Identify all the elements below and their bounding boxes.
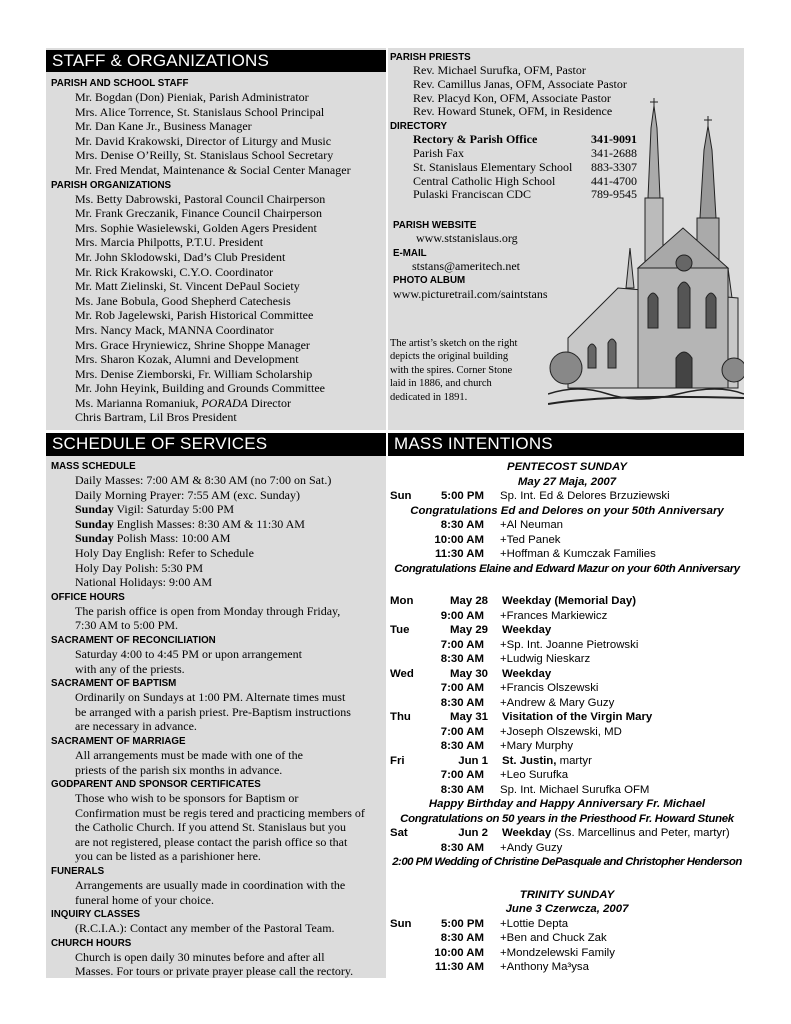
baptism-line: be arranged with a parish priest. Pre-Baptism instructions — [75, 704, 351, 719]
intention-time: 8:30 AM — [440, 932, 484, 944]
godparent-line: you can be listed as a parishioner here. — [75, 849, 261, 864]
list-item: Mr. Frank Greczanik, Finance Council Chairperson — [75, 206, 322, 221]
list-item: Chris Bartram, Lil Bros President — [75, 410, 237, 425]
day-header-row — [390, 710, 744, 725]
intention-text: +Joseph Olszewski, MD — [500, 725, 622, 738]
intention-text: +Ted Panek — [500, 533, 561, 546]
day-header-row — [390, 667, 744, 682]
holy-polish: Holy Day Polish: 5:30 PM — [75, 560, 204, 575]
parish-orgs-list — [51, 192, 385, 426]
intention-text: Sp. Int. Michael Surufka OFM — [500, 783, 650, 796]
morning-prayer: Daily Morning Prayer: 7:55 AM (exc. Sunday) — [75, 487, 300, 502]
romaniuk-role: Director — [247, 395, 291, 410]
directory-phone: 341-2688 — [591, 145, 637, 160]
polish-text: Polish Mass: 10:00 AM — [113, 531, 231, 546]
intention-time: 7:00 AM — [440, 682, 484, 694]
weekday-block — [390, 594, 744, 797]
baptism-line: Ordinarily on Sundays at 1:00 PM. Alternate times must — [75, 690, 346, 705]
recon-line: Saturday 4:00 to 4:45 PM or upon arrangement — [75, 646, 302, 661]
directory-name: Central Catholic High School — [413, 173, 556, 188]
weekday-name: Sat — [390, 827, 408, 839]
inquiry-line: (R.C.I.A.): Contact any member of the Pastoral Team. — [75, 921, 335, 936]
weekday-date: May 29 — [450, 624, 488, 636]
weekday-title: Weekday — [502, 667, 552, 680]
intention-time: 11:30 AM — [435, 961, 484, 973]
baptism-heading: SACRAMENT OF BAPTISM — [51, 677, 177, 690]
sunday-word: Sunday — [75, 516, 114, 531]
list-item: Rev. Howard Stunek, OFM, in Residence — [413, 104, 613, 119]
romaniuk-name: Ms. Marianna Romaniuk, — [75, 395, 202, 410]
marriage-line: priests of the parish six months in advance. — [75, 762, 283, 777]
intention-row — [390, 768, 744, 783]
directory-name: Rectory & Parish Office — [413, 132, 538, 147]
intention-row — [390, 960, 744, 975]
weekday-extra: martyr — [556, 754, 592, 767]
wedding-line: 2:00 PM Wedding of Christine DePasquale and Christopher Henderson — [392, 856, 742, 868]
email-link[interactable]: ststans@ameritech.net — [412, 258, 521, 273]
weekday-title: Weekday — [502, 827, 552, 839]
intention-row — [390, 946, 744, 961]
intention-row — [390, 739, 744, 754]
marriage-line: All arrangements must be made with one of the — [75, 747, 303, 762]
school-staff-heading: PARISH AND SCHOOL STAFF — [51, 77, 189, 89]
weekday-date: Jun 2 — [458, 827, 488, 839]
list-item: Mrs. Nancy Mack, MANNA Coordinator — [75, 322, 274, 337]
intention-time: 5:00 PM — [440, 490, 484, 502]
directory-phone: 789-9545 — [591, 187, 637, 202]
church-hours-heading: CHURCH HOURS — [51, 936, 132, 949]
schedule-band: SCHEDULE OF SERVICES — [46, 433, 386, 456]
intention-text: +Frances Markiewicz — [500, 609, 608, 622]
godparent-line: are not registered, please contact the parish office so that — [75, 834, 348, 849]
funerals-heading: FUNERALS — [51, 865, 105, 878]
mass-schedule-heading: MASS SCHEDULE — [51, 460, 136, 472]
list-item — [75, 396, 385, 411]
intention-text: +Anthony Ma³ysa — [500, 961, 589, 973]
list-item: Rev. Michael Surufka, OFM, Pastor — [413, 63, 586, 77]
list-item: Mrs. Grace Hryniewicz, Shrine Shoppe Manager — [75, 337, 310, 352]
congrats-line: Congratulations Elaine and Edward Mazur on your 60th Anniversary — [394, 562, 740, 575]
intention-text: +Ludwig Nieskarz — [500, 653, 591, 665]
sunday-word: Sunday — [75, 531, 114, 546]
english-text: English Masses: 8:30 AM & 11:30 AM — [113, 516, 305, 531]
intention-row — [390, 917, 744, 932]
priests-heading: PARISH PRIESTS — [390, 51, 471, 63]
baptism-line: are necessary in advance. — [75, 719, 197, 734]
weekday-name: Fri — [390, 754, 405, 767]
intention-text: +Mondzelewski Family — [500, 946, 615, 959]
godparent-line: Those who wish to be sponsors for Baptism or — [75, 791, 299, 806]
list-item: Mr. John Sklodowski, Dad’s Club President — [75, 249, 286, 264]
intention-text: +Andy Guzy — [500, 841, 563, 854]
intention-time: 8:30 AM — [440, 783, 484, 796]
weekday-title: Weekday (Memorial Day) — [502, 595, 636, 607]
intention-day: Sun — [390, 917, 412, 930]
sunday-word: Sunday — [75, 502, 114, 517]
list-item: Mrs. Sharon Kozak, Alumni and Development — [75, 352, 299, 367]
trinity-date: June 3 Czerwcza, 2007 — [505, 903, 629, 915]
intention-time: 8:30 AM — [440, 740, 484, 752]
intention-time: 10:00 AM — [434, 946, 484, 959]
intention-time: 8:30 AM — [440, 519, 484, 531]
intention-row — [390, 638, 744, 653]
caption-line: laid in 1886, and church — [390, 378, 492, 390]
intention-row — [390, 681, 744, 696]
weekday-extra: (Ss. Marcellinus and Peter, martyr) — [551, 827, 730, 839]
funerals-line: Arrangements are usually made in coordination with the — [75, 878, 346, 893]
list-item: Mr. Matt Zielinski, St. Vincent DePaul Society — [75, 279, 300, 294]
intention-time: 8:30 AM — [440, 653, 484, 665]
directory-name: St. Stanislaus Elementary School — [413, 159, 573, 174]
weekday-title-line — [488, 826, 744, 841]
list-item: Mr. Rob Jagelewski, Parish Historical Committee — [75, 308, 314, 323]
list-item: Mr. Bogdan (Don) Pieniak, Parish Administrator — [75, 90, 309, 104]
pentecost-title: PENTECOST SUNDAY — [506, 461, 628, 473]
intention-text: +Leo Surufka — [500, 769, 569, 781]
album-heading: PHOTO ALBUM — [393, 274, 466, 286]
intention-time: 7:00 AM — [440, 725, 484, 738]
weekday-title: Weekday — [502, 624, 552, 636]
directory-name: Parish Fax — [413, 145, 464, 160]
inquiry-heading: INQUIRY CLASSES — [51, 908, 140, 921]
intention-row — [390, 489, 744, 504]
directory-heading: DIRECTORY — [390, 120, 447, 133]
list-item: Ms. Betty Dabrowski, Pastoral Council Chairperson — [75, 191, 326, 206]
directory-phone: 441-4700 — [591, 173, 637, 188]
weekday-title-line — [488, 754, 744, 769]
church-line: Church is open daily 30 minutes before and after all — [75, 949, 325, 964]
caption-line: dedicated in 1891. — [390, 391, 468, 403]
intention-text: Sp. Int. Ed & Delores Brzuziewski — [500, 490, 670, 502]
day-header-row — [390, 594, 744, 609]
intention-time: 9:00 AM — [440, 609, 484, 622]
weekday-name: Tue — [390, 624, 410, 636]
list-item: Mr. John Heyink, Building and Grounds Committee — [75, 381, 325, 396]
weekday-name: Mon — [390, 595, 414, 607]
list-item: Mr. David Krakowski, Director of Liturgy and Music — [75, 133, 332, 148]
porada-title: PORADA — [201, 395, 248, 410]
trinity-title: TRINITY SUNDAY — [519, 888, 615, 901]
intention-row — [390, 533, 744, 548]
intention-text: +Francis Olszewski — [500, 682, 599, 694]
caption-line: with the spires. Corner Stone — [390, 364, 513, 376]
list-item: Mrs. Marcia Philpotts, P.T.U. President — [75, 235, 264, 250]
intention-row — [390, 609, 744, 624]
staff-band: STAFF & ORGANIZATIONS — [46, 50, 386, 72]
office-line: The parish office is open from Monday through Friday, — [75, 603, 341, 618]
list-item: Mrs. Denise Ziemborski, Fr. William Scholarship — [75, 366, 313, 381]
weekday-date: May 31 — [450, 711, 488, 723]
intention-text: +Sp. Int. Joanne Pietrowski — [500, 638, 639, 651]
church-line: Masses. For tours or private prayer please call the rectory. — [75, 964, 354, 979]
sunday-vigil — [75, 502, 385, 517]
intention-text: +Ben and Chuck Zak — [500, 932, 607, 944]
album-link[interactable]: www.picturetrail.com/saintstans — [393, 287, 548, 301]
day-header-row — [390, 826, 744, 841]
congrats-line: Congratulations on 50 years in the Priesthood Fr. Howard Stunek — [400, 812, 734, 825]
holy-english: Holy Day English: Refer to Schedule — [75, 545, 254, 560]
weekday-title: Visitation of the Virgin Mary — [502, 711, 653, 723]
list-item: Mrs. Alice Torrence, St. Stanislaus School Principal — [75, 104, 325, 119]
intention-row — [390, 547, 744, 562]
intention-text: +Andrew & Mary Guzy — [500, 696, 615, 709]
intention-time: 5:00 PM — [440, 917, 484, 930]
intention-time: 8:30 AM — [440, 841, 484, 854]
recon-line: with any of the priests. — [75, 661, 185, 676]
list-item: Mr. Dan Kane Jr., Business Manager — [75, 119, 252, 134]
office-hours-heading: OFFICE HOURS — [51, 590, 125, 603]
marriage-heading: SACRAMENT OF MARRIAGE — [51, 734, 186, 747]
godparent-line: the Catholic Church. If you attend St. Stanislaus but you — [75, 820, 346, 835]
intention-row — [390, 696, 744, 711]
intention-row — [390, 931, 744, 946]
intention-day: Sun — [390, 490, 412, 502]
church-sketch — [548, 98, 744, 414]
intention-time: 8:30 AM — [440, 696, 484, 709]
sunday-english — [75, 517, 385, 532]
website-link[interactable]: www.ststanislaus.org — [416, 231, 518, 245]
pentecost-date: May 27 Maja, 2007 — [517, 475, 617, 488]
email-heading: E-MAIL — [393, 246, 427, 259]
schedule-section — [51, 459, 385, 979]
intention-text: +Lottie Depta — [500, 917, 569, 930]
directory-phone: 341-9091 — [591, 132, 637, 147]
day-header-row — [390, 623, 744, 638]
vigil-text: Vigil: Saturday 5:00 PM — [113, 502, 235, 517]
list-item: Mrs. Denise O’Reilly, St. Stanislaus School Secretary — [75, 148, 334, 163]
intention-row — [390, 783, 744, 798]
intention-time: 11:30 AM — [435, 548, 484, 560]
intention-row — [390, 841, 744, 856]
day-header-row — [390, 754, 744, 769]
list-item: Rev. Camillus Janas, OFM, Associate Pastor — [413, 76, 627, 91]
weekday-date: May 30 — [450, 667, 488, 680]
intention-text: +Hoffman & Kumczak Families — [500, 548, 656, 560]
reconciliation-heading: SACRAMENT OF RECONCILIATION — [51, 633, 216, 646]
daily-masses: Daily Masses: 7:00 AM & 8:30 AM (no 7:00 on Sat.) — [75, 473, 332, 487]
godparent-line: Confirmation must be regis tered and practicing members of — [75, 805, 365, 820]
intentions-section — [390, 460, 744, 975]
directory-name: Pulaski Franciscan CDC — [413, 187, 531, 202]
sunday-polish — [75, 531, 385, 546]
sketch-caption — [390, 337, 550, 404]
list-item: Ms. Jane Bobula, Good Shepherd Catechesis — [75, 293, 291, 308]
weekday-date: May 28 — [450, 595, 488, 607]
intention-time: 7:00 AM — [440, 638, 484, 651]
caption-line: depicts the original building — [390, 351, 509, 363]
godparent-heading: GODPARENT AND SPONSOR CERTIFICATES — [51, 778, 261, 791]
intention-time: 7:00 AM — [440, 769, 484, 781]
intention-row — [390, 518, 744, 533]
birthday-line: Happy Birthday and Happy Anniversary Fr. Michael — [428, 798, 706, 810]
weekday-name: Wed — [390, 667, 414, 680]
intentions-band: MASS INTENTIONS — [388, 433, 744, 456]
intention-time: 10:00 AM — [434, 533, 484, 546]
list-item: Mr. Rick Krakowski, C.Y.O. Coordinator — [75, 264, 274, 279]
intention-row — [390, 725, 744, 740]
directory-phone: 883-3307 — [591, 159, 637, 174]
staff-section — [51, 76, 385, 425]
intention-text: +Al Neuman — [500, 519, 563, 531]
office-line: 7:30 AM to 5:00 PM. — [75, 618, 179, 633]
school-staff-list — [51, 90, 385, 178]
website-heading: PARISH WEBSITE — [393, 219, 477, 231]
national-holidays: National Holidays: 9:00 AM — [75, 575, 212, 590]
intention-row — [390, 652, 744, 667]
parish-orgs-heading: PARISH ORGANIZATIONS — [51, 178, 172, 191]
weekday-title: St. Justin, — [502, 754, 557, 767]
weekday-name: Thu — [390, 711, 411, 723]
congrats-line: Congratulations Ed and Delores on your 50th Anniversary — [410, 504, 724, 517]
funerals-line: funeral home of your choice. — [75, 892, 214, 907]
list-item: Mrs. Sophie Wasielewski, Golden Agers President — [75, 220, 317, 235]
list-item: Mr. Fred Mendat, Maintenance & Social Center Manager — [75, 162, 351, 177]
weekday-date: Jun 1 — [458, 754, 488, 767]
list-item: Rev. Placyd Kon, OFM, Associate Pastor — [413, 90, 611, 105]
intention-text: +Mary Murphy — [500, 740, 574, 752]
caption-line: The artist’s sketch on the right — [390, 338, 518, 349]
